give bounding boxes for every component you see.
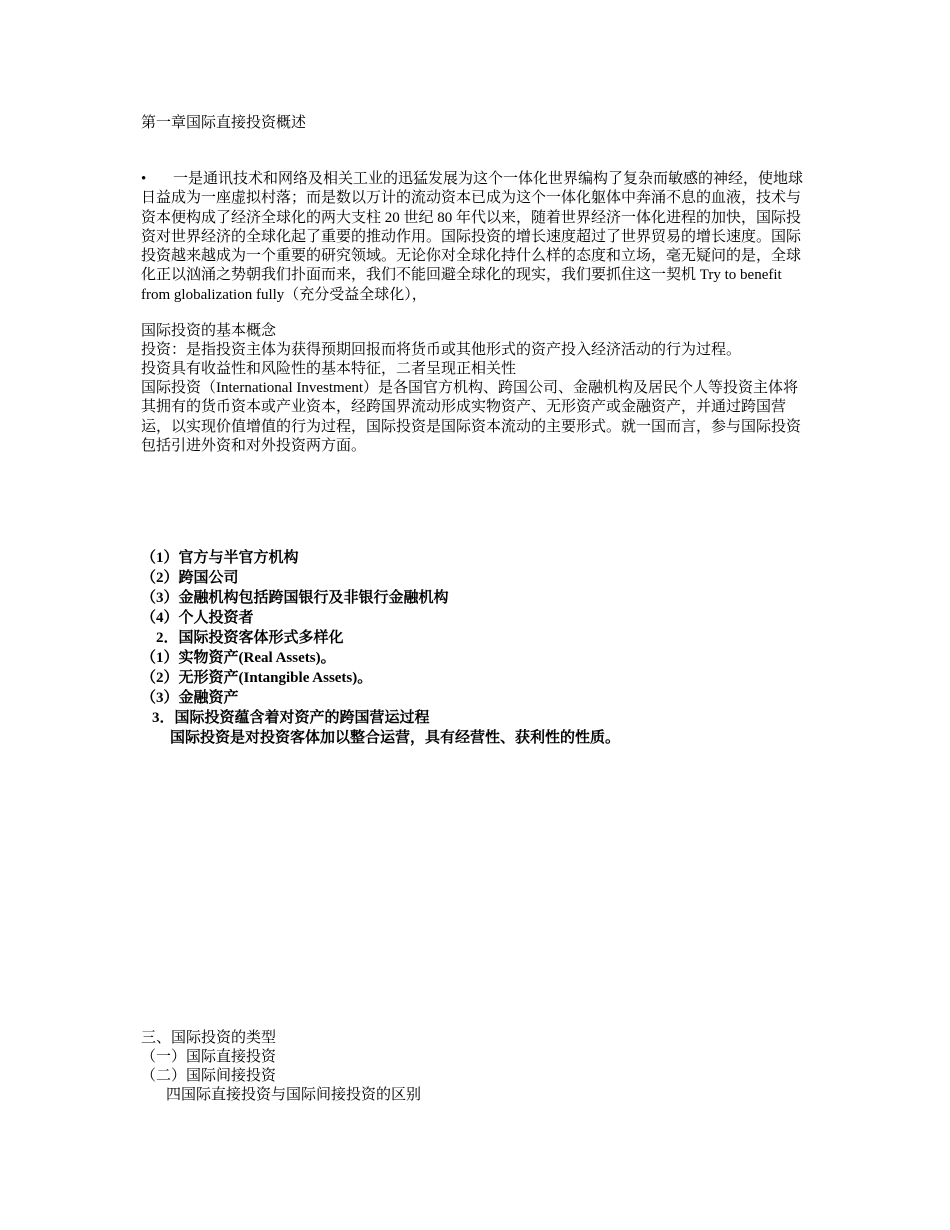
difference-heading: 四国际直接投资与国际间接投资的区别 [166, 1087, 422, 1103]
bullet-icon: • [141, 171, 147, 187]
chapter-title: 第一章国际直接投资概述 [141, 115, 307, 131]
subject-item: （4）个人投资者 [141, 610, 254, 626]
investment-definition: 投资：是指投资主体为获得预期回报而将货币或其他形式的资产投入经济活动的行为过程。 [141, 342, 742, 358]
international-investment-definition: 国际投资（International Investment）是各国官方机构、跨国公司、金融机构及居民个人等投资主体将其拥有的货币资本或产业资本，经跨国界流动形成实物资产、无形资产或金融资产，并通过跨国营运，以实现价值增值的行为过程，国际投资是国际资本流动的主要形式。就一国而言，参与国际投资包括引进外资和对外投资两方面。 [141, 380, 802, 454]
subject-item: （1）官方与半官方机构 [141, 550, 299, 566]
investment-feature: 投资具有收益性和风险性的基本特征，二者呈现正相关性 [141, 361, 517, 377]
process-heading: 3．国际投资蕴含着对资产的跨国营运过程 [152, 710, 430, 726]
intro-paragraph [141, 170, 809, 305]
types-heading: 三、国际投资的类型 [141, 1030, 277, 1046]
object-item: （1）实物资产(Real Assets)。 [141, 650, 336, 666]
object-item: （2）无形资产(Intangible Assets)。 [141, 670, 373, 686]
process-text: 国际投资是对投资客体加以整合运营，具有经营性、获利性的性质。 [170, 730, 621, 746]
object-heading: 2．国际投资客体形式多样化 [156, 630, 344, 646]
types-item: （一）国际直接投资 [141, 1049, 277, 1065]
types-item: （二）国际间接投资 [141, 1068, 277, 1084]
concept-heading: 国际投资的基本概念 [141, 323, 277, 339]
subject-item: （3）金融机构包括跨国银行及非银行金融机构 [141, 590, 449, 606]
subject-item: （2）跨国公司 [141, 570, 239, 586]
intro-text: 一是通讯技术和网络及相关工业的迅猛发展为这个一体化世界编构了复杂而敏感的神经，使地球日益成为一座虚拟村落；而是数以万计的流动资本已成为这个一体化躯体中奔涌不息的血液，技术与资本便构成了经济全球化的两大支柱 20 世纪 80 年代以来，随着世界经济一体化进程的加快，国际投资对世界经济的全球化起了重要的推动作用。国际投资的增长速度超过了世界贸易的增长速度。国际投资越来越成为一个重要的研究领域。无论你对全球化持什么样的态度和立场，毫无疑问的是，全球化正以汹涌之势朝我们扑面而来，我们不能回避全球化的现实，我们要抓住这一契机 Try to benefit from globalization fully（充分受益全球化）， [141, 171, 804, 303]
object-item: （3）金融资产 [141, 690, 239, 706]
